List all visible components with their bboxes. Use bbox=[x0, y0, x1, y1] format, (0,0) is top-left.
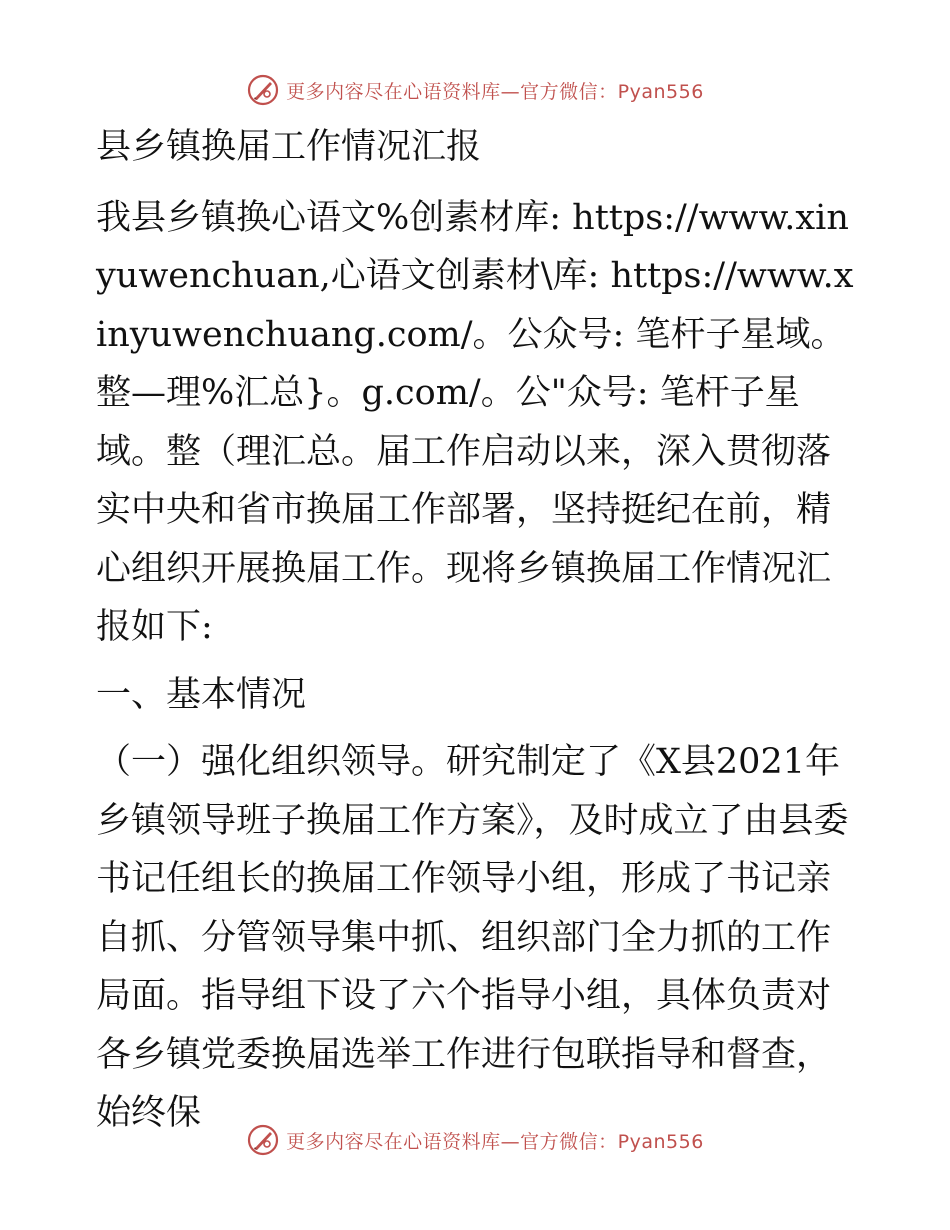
document-title: 县乡镇换届工作情况汇报 bbox=[96, 127, 482, 167]
body-paragraph: （一）强化组织领导。研究制定了《X县2021年乡镇领导班子换届工作方案》，及时成立了由县委书记任组长的换届工作领导小组，形成了书记亲自抓、分管领导集中抓、组织部门全力抓的工作局面。指导组下设了六个指导小组，具体负责对各乡镇党委换届选举工作进行包联指导和督查，始终保 bbox=[96, 742, 849, 1133]
section-heading: 一、基本情况 bbox=[96, 674, 307, 715]
quill-seal-icon bbox=[246, 1123, 280, 1157]
document-body bbox=[96, 118, 856, 1143]
header-watermark bbox=[0, 70, 950, 110]
watermark-text: 更多内容尽在心语资料库—官方微信：Pyan556 bbox=[286, 1130, 704, 1153]
quill-seal-icon bbox=[246, 73, 280, 107]
intro-paragraph: 我县乡镇换心语文%创素材库: https://www.xinyuwenchuan,心语文创素材\库: https://www.xinyuwenchuang.com/。公众号: 笔杆子星域。整—理%汇总}。g.com/。公"众号: 笔杆子星域。整（理汇总。届工作启动以来，深入贯彻落实中央和省市换届工作部署，坚持挺纪在前，精心组织开展换届工作。现将乡镇换届工作情况汇报如下: bbox=[96, 197, 854, 647]
watermark-text: 更多内容尽在心语资料库—官方微信：Pyan556 bbox=[286, 80, 704, 103]
footer-watermark bbox=[0, 1120, 950, 1160]
